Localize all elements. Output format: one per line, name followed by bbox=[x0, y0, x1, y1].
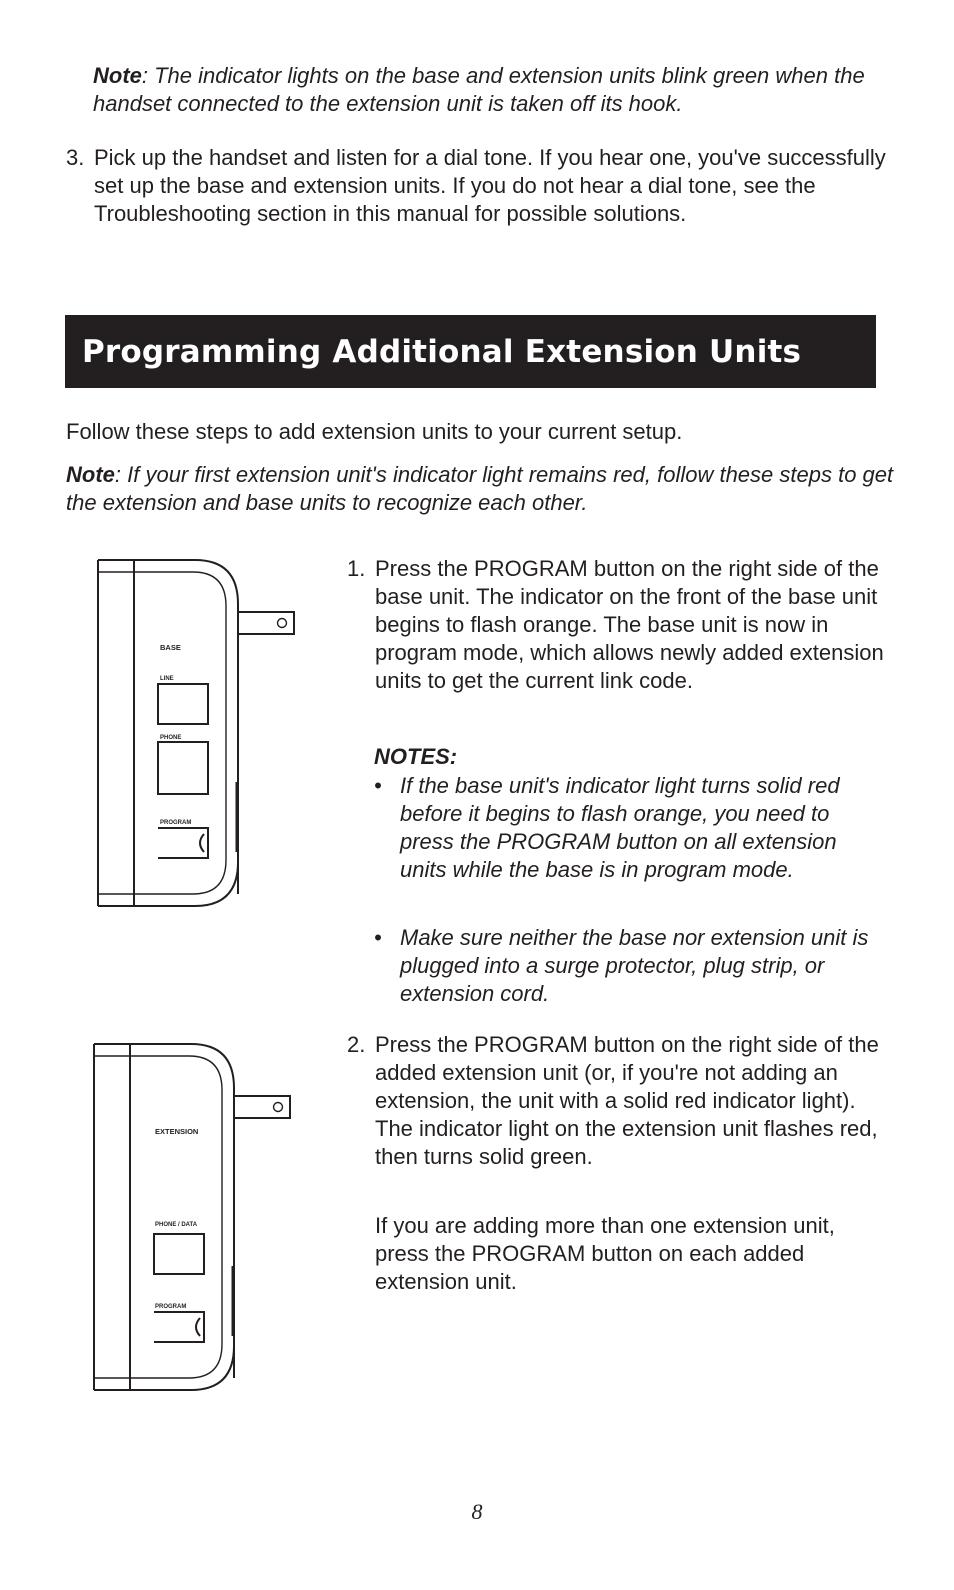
step-2-extra: If you are adding more than one extension unit, press the PROGRAM button on each added extension unit. bbox=[375, 1213, 835, 1294]
step-1 bbox=[347, 555, 887, 695]
section-intro: Follow these steps to add extension units to your current setup. bbox=[66, 419, 683, 444]
base-diagram-program-label: PROGRAM bbox=[160, 820, 192, 826]
section-title: Programming Additional Extension Units bbox=[82, 334, 802, 370]
extension-diagram-port-phone-data: PHONE / DATA bbox=[155, 1222, 198, 1228]
note-top-text: : The indicator lights on the base and extension units blink green when the handset connected to the extension unit is taken off its hook. bbox=[93, 63, 865, 116]
section-note-label: Note bbox=[66, 462, 115, 487]
notes-bullet-1-text: If the base unit's indicator light turns solid red before it begins to flash orange, you need to press the PROGRAM button on all extension units while the base is in program mode. bbox=[400, 773, 840, 882]
step-2-text: Press the PROGRAM button on the right side of the added extension unit (or, if you're not adding an extension, the unit with a solid red indicator light). The indicator light on the extension unit flashes red, then turns solid green. bbox=[375, 1032, 879, 1169]
note-top bbox=[93, 62, 903, 118]
extension-diagram-title: EXTENSION bbox=[155, 1127, 199, 1136]
extension-unit-diagram bbox=[86, 1036, 301, 1398]
page-number: 8 bbox=[471, 1499, 483, 1524]
step-3-text: Pick up the handset and listen for a dial tone. If you hear one, you've successfully set up the base and extension units. If you do not hear a dial tone, see the Troubleshooting section in this manual for possible solutions. bbox=[94, 145, 886, 226]
section-banner bbox=[65, 315, 876, 388]
extension-diagram-program-label: PROGRAM bbox=[155, 1304, 187, 1310]
step-1-number: 1. bbox=[347, 556, 366, 581]
section-note bbox=[66, 461, 896, 517]
base-diagram-title: BASE bbox=[160, 643, 181, 652]
base-unit-diagram bbox=[90, 552, 305, 914]
notes-bullet-1 bbox=[374, 772, 874, 884]
step-3 bbox=[66, 144, 886, 228]
step-1-text: Press the PROGRAM button on the right side of the base unit. The indicator on the front of the base unit begins to flash orange. The base unit is now in program mode, which allows newly added extension units to get the current link code. bbox=[375, 556, 884, 693]
notes-bullet-2 bbox=[374, 924, 874, 1008]
base-diagram-port-line: LINE bbox=[160, 676, 174, 682]
notes-bullet-2-text: Make sure neither the base nor extension unit is plugged into a surge protector, plug strip, or extension cord. bbox=[400, 925, 869, 1006]
step-2 bbox=[347, 1031, 887, 1171]
step-3-number: 3. bbox=[66, 145, 85, 170]
bullet-marker: • bbox=[374, 773, 382, 798]
base-diagram-port-phone: PHONE bbox=[160, 735, 182, 741]
section-note-text: : If your first extension unit's indicator light remains red, follow these steps to get the extension and base units to recognize each other. bbox=[66, 462, 894, 515]
step-2-number: 2. bbox=[347, 1032, 366, 1057]
notes-heading: NOTES: bbox=[374, 744, 458, 769]
bullet-marker: • bbox=[374, 925, 382, 950]
note-top-label: Note bbox=[93, 63, 142, 88]
